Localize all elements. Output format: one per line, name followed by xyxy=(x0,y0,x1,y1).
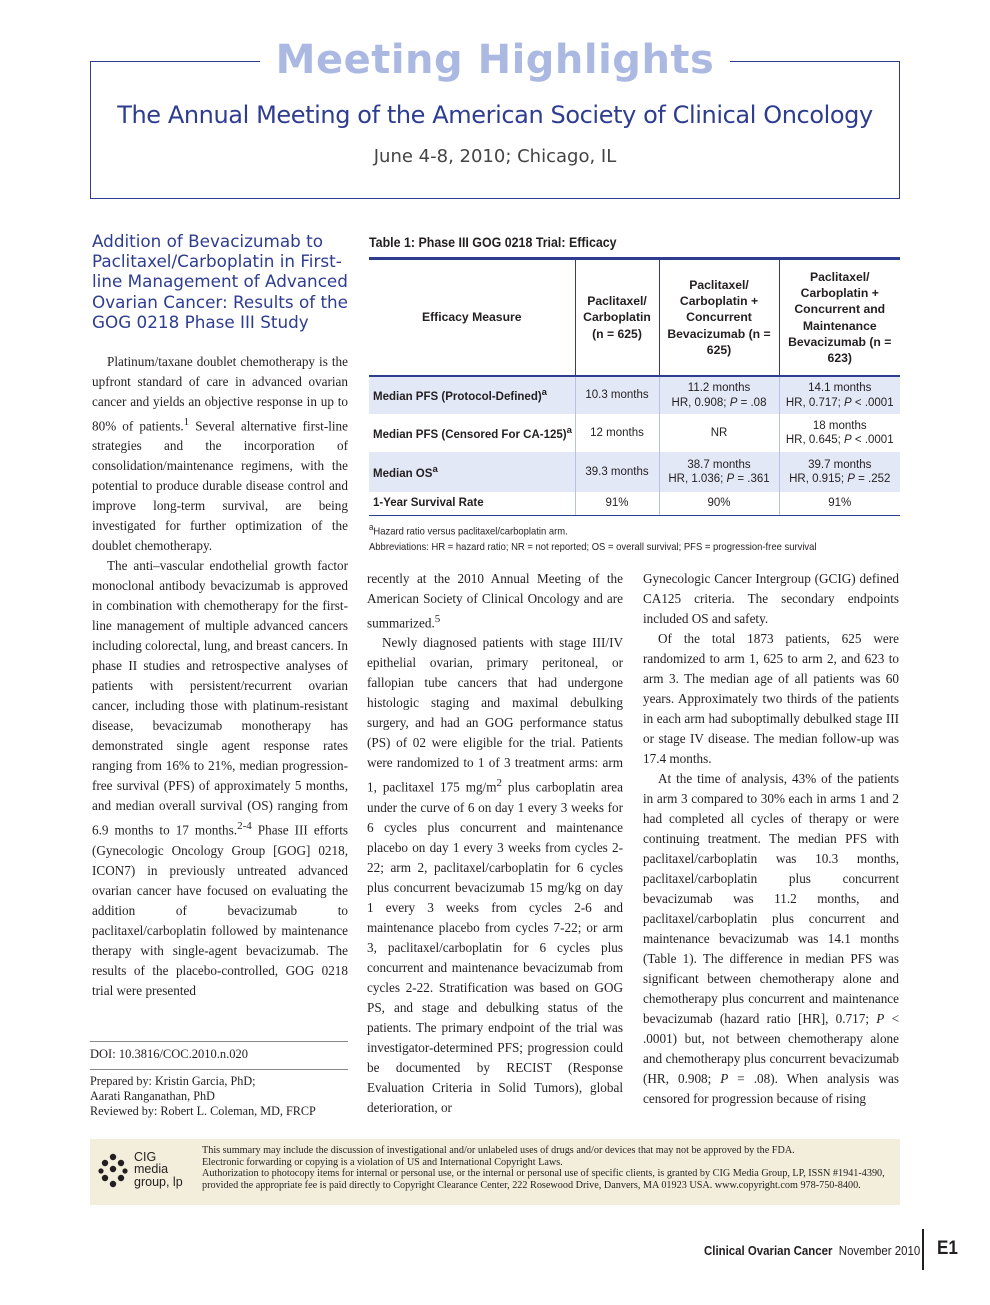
paragraph: Of the total 1873 patients, 625 were randomized to arm 1, 625 to arm 2, and 623 to arm 3. The median age of all patients was 60 years. Approximately two thirds of the patients in each arm had suboptimally debulked stage III or stage IV disease. The median follow-up was 17.4 months. xyxy=(643,631,899,766)
paragraph: Gynecologic Cancer Intergroup (GCIG) defined CA125 criteria. The secondary endpoints included OS and safety. xyxy=(643,571,899,626)
paragraph: Newly diagnosed patients with stage III/IV epithelial ovarian, primary peritoneal, or fallopian tube cancers that had undergone histologic staging and maximal debulking surgery, and had an GOG performance status (PS) of 02 were eligible for the trial. Patients were randomized to 1 of 3 treatment arms: arm 1, paclitaxel 175 $mg/m^2$ plus carboplatin area under the curve of 6 on day 1 every 3 weeks for 6 cycles plus concurrent and maintenance placebo on day 1 every 3 weeks from cycles 2-22; arm 2, paclitaxel/carboplatin for 6 cycles plus concurrent bevacizumab 15 mg/kg on day 1 every 3 weeks from cycles 2-6 and maintenance placebo from cycles 7-22; or arm 3, paclitaxel/carboplatin for 6 cycles plus concurrent and maintenance bevacizumab from cycles 2-22. Stratification was based on GOG PS, and stage and debulking status of the patients. The primary endpoint of the trial was investigator-determined PFS; progression could be documented by RECIST (Response Evaluation Criteria in Solid Tumors), global deterioration, or xyxy=(367,635,623,1115)
meeting-dates: June 4-8, 2010; Chicago, IL xyxy=(373,146,617,167)
table-header: Paclitaxel/ Carboplatin + Concurrent and Maintenance Bevacizumab (n = 623) xyxy=(788,269,892,366)
table-header: Paclitaxel/ Carboplatin + Concurrent Bevacizumab (n = 625) xyxy=(659,259,779,377)
table-title: Table 1: Phase III GOG 0218 Trial: Efficacy xyxy=(369,235,617,250)
page-number: E1 xyxy=(937,1238,958,1259)
article-column-1 xyxy=(92,352,348,1001)
divider xyxy=(90,1069,348,1070)
logo-text: CIG media group, lp xyxy=(134,1150,183,1189)
section-title: Meeting Highlights xyxy=(260,36,730,84)
table-row: Median PFS (Protocol-Defined)$^a$ 10.3 months 11.2 months HR, 0.908; P = .08 14.1 months HR, 0.717; P < .0001 xyxy=(369,376,900,414)
table-header: Efficacy Measure xyxy=(421,310,522,325)
article-column-2 xyxy=(367,569,623,1118)
article-title: Addition of Bevacizumab to Paclitaxel/Carboplatin in First-line Management of Advanced Ovarian Cancer: Results of the GOG 0218 Phase III Study xyxy=(92,231,348,332)
article-column-3 xyxy=(643,569,899,1109)
paragraph: At the time of analysis, 43% of the patients in arm 3 compared to 30% each in arms 1 and 2 had completed all cycles of therapy or were continuing treatment. The median PFS with paclitaxel/carboplatin was 10.3 months, paclitaxel/carboplatin plus concurrent bevacizumab was 11.2 months, and paclitaxel/carboplatin plus concurrent and maintenance bevacizumab was 14.1 months (Table 1). The difference in median PFS was significant between chemotherapy alone and chemotherapy plus concurrent and maintenance bevacizumab (hazard ratio [HR], 0.717; P < .0001) but, not between chemotherapy alone and chemotherapy plus concurrent bevacizumab (HR, 0.908; P = .08). When analysis was censored for progression because of rising xyxy=(643,771,900,1106)
credits: Prepared by: Kristin Garcia, PhD; Aarati Ranganathan, PhD Reviewed by: Robert L. Coleman, MD, FRCP xyxy=(90,1074,316,1118)
divider xyxy=(922,1229,924,1270)
efficacy-table xyxy=(369,257,900,516)
paragraph: recently at the 2010 Annual Meeting of the American Society of Clinical Oncology and are summarized.$^5$ xyxy=(367,571,623,631)
meeting-name: The Annual Meeting of the American Society of Clinical Oncology xyxy=(117,101,873,129)
footer-disclaimer: This summary may include the discussion of investigational and/or unlabeled uses of drugs and/or devices that may not be approved by the FDA. Electronic forwarding or copying is a violation of US and International Copyright Laws. Authorization to photocopy items for internal or personal use, or the internal or personal use of specific clients, is granted by CIG Media Group, LP, ISSN #1941-4390, provided the appropriate fee is paid directly to Copyright Clearance Center, 222 Rosewood Drive, Danvers, MA 01923 USA. www.copyright.com 978-750-8400. xyxy=(202,1145,885,1192)
table-row: Median PFS (Censored For CA-125)$^a$ 12 months NR 18 months HR, 0.645; P < .0001 xyxy=(369,414,900,452)
table-row: Median $OS^a$ 39.3 months 38.7 months HR, 1.036; P = .361 39.7 months HR, 0.915; P = .252 xyxy=(369,452,900,492)
divider xyxy=(90,1041,348,1042)
page-footer: Clinical Ovarian Cancer November 2010 xyxy=(704,1243,921,1258)
table-row: 1-Year Survival Rate 91% 90% 91% xyxy=(369,492,900,515)
paragraph: The anti–vascular endothelial growth factor monoclonal antibody bevacizumab is approved in combination with chemotherapy for the first-line management of multiple advanced cancers including colorectal, lung, and breast cancers. In phase II studies and retrospective analyses of patients with persistent/recurrent ovarian cancer, including those with platinum-resistant disease, bevacizumab monotherapy has demonstrated single agent response rates ranging from 16% to 21%, median progression-free survival (PFS) of approximately 5 months, and median overall survival (OS) ranging from 6.9 months to 17 months.$^{2-4}$ Phase III efforts (Gynecologic Oncology Group [GOG] 0218, ICON7) in previously untreated advanced ovarian cancer have focused on evaluating the addition of bevacizumab to paclitaxel/carboplatin followed by maintenance therapy with single-agent bevacizumab. The results of the placebo-controlled, GOG 0218 trial were presented xyxy=(92,558,348,998)
paragraph: Platinum/taxane doublet chemotherapy is the upfront standard of care in advanced ovarian cancer and yields an objective response in up to 80% of patients.$^1$ Several alternative first-line strategies and the incorporation of consolidation/maintenance regimens, with the potential to produce durable disease control and improve long-term survival, are being investigated for further optimization of the doublet chemotherapy. xyxy=(92,354,348,554)
table-notes: $^a$Hazard ratio versus paclitaxel/carboplatin arm. Abbreviations: HR = hazard ratio; NR = not reported; OS = overall survival; PFS = progression-free survival xyxy=(369,522,817,553)
table-header: Paclitaxel/ Carboplatin (n = 625) xyxy=(575,259,659,377)
doi: DOI: 10.3816/COC.2010.n.020 xyxy=(90,1047,248,1061)
